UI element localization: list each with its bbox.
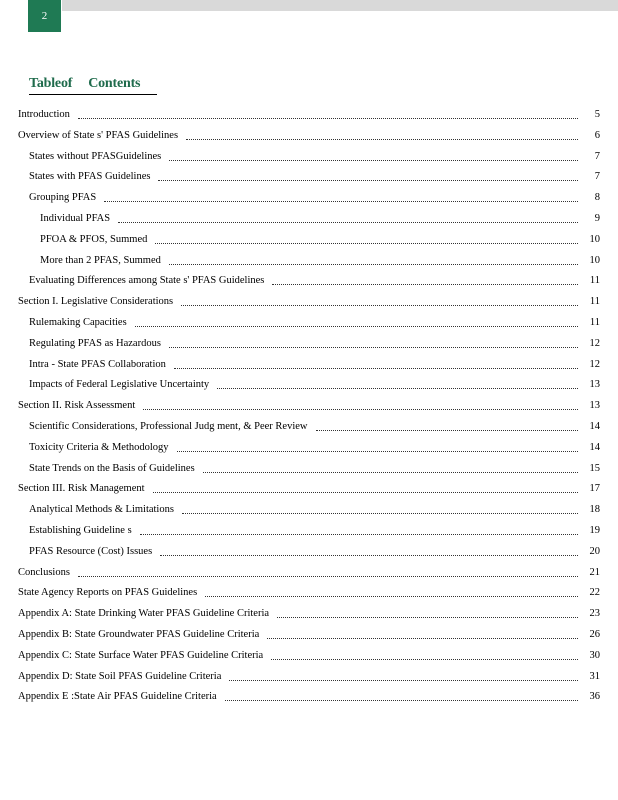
toc-entry[interactable] — [18, 314, 600, 335]
toc-entry[interactable] — [18, 668, 600, 689]
toc-entry-label: State Trends on the Basis of Guidelines — [29, 462, 195, 474]
toc-dot-leader — [174, 368, 578, 369]
toc-entry-label: Evaluating Differences among State s' PFAS Guidelines — [29, 275, 265, 287]
toc-entry-label: Appendix A: State Drinking Water PFAS Guideline Criteria — [18, 608, 270, 620]
toc-entry[interactable] — [18, 480, 600, 501]
toc-entry-label: State Agency Reports on PFAS Guidelines — [18, 587, 198, 599]
toc-dot-leader — [169, 160, 578, 161]
toc-entry-page: 30 — [589, 649, 600, 661]
toc-dot-leader — [78, 118, 578, 119]
toc-entry-label: PFOA & PFOS, Summed — [40, 233, 148, 245]
toc-entry[interactable] — [18, 584, 600, 605]
toc-entry-label: Analytical Methods & Limitations — [29, 504, 174, 516]
toc-entry[interactable] — [18, 293, 600, 314]
toc-entry-page: 12 — [589, 358, 600, 370]
toc-dot-leader — [272, 284, 578, 285]
toc-entry[interactable] — [18, 127, 600, 148]
toc-dot-leader — [169, 347, 578, 348]
toc-entry[interactable] — [18, 272, 600, 293]
toc-entry-page: 13 — [589, 400, 600, 412]
toc-dot-leader — [158, 180, 578, 181]
toc-entry[interactable] — [18, 376, 600, 397]
toc-entry-label: Grouping PFAS — [29, 192, 97, 204]
toc-title-part2: Contents — [88, 76, 141, 91]
toc-entry-label: States without PFASGuidelines — [29, 150, 162, 162]
toc-dot-leader — [153, 492, 578, 493]
toc-entry-label: Appendix D: State Soil PFAS Guideline Criteria — [18, 670, 222, 682]
toc-entry-page: 14 — [589, 441, 600, 453]
toc-entry-label: Conclusions — [18, 566, 70, 578]
toc-dot-leader — [160, 555, 578, 556]
toc-entry-label: Appendix E :State Air PFAS Guideline Criteria — [18, 691, 217, 703]
toc-entry-page: 12 — [589, 337, 600, 349]
header-bar — [62, 0, 618, 11]
toc-dot-leader — [140, 534, 578, 535]
toc-entry[interactable] — [18, 460, 600, 481]
toc-dot-leader — [78, 576, 578, 577]
toc-entry-page: 5 — [594, 109, 600, 120]
toc-entry[interactable] — [18, 688, 600, 709]
toc-dot-leader — [181, 305, 578, 306]
toc-entry[interactable] — [18, 439, 600, 460]
toc-entry[interactable] — [18, 231, 600, 252]
toc-entry-label: Rulemaking Capacities — [29, 316, 127, 328]
toc-dot-leader — [271, 659, 578, 660]
toc-entry[interactable] — [18, 189, 600, 210]
toc-dot-leader — [104, 201, 578, 202]
toc-entry-label: Section III. Risk Management — [18, 483, 145, 495]
toc-dot-leader — [118, 222, 578, 223]
toc-dot-leader — [205, 596, 578, 597]
toc-entry[interactable] — [18, 397, 600, 418]
toc-dot-leader — [135, 326, 578, 327]
toc-dot-leader — [186, 139, 578, 140]
toc-entry[interactable] — [18, 626, 600, 647]
toc-dot-leader — [229, 680, 578, 681]
toc-entry-page: 14 — [589, 420, 600, 432]
toc-dot-leader — [217, 388, 578, 389]
toc-entry-label: Introduction — [18, 109, 70, 120]
toc-entry-label: More than 2 PFAS, Summed — [40, 254, 161, 266]
toc-entry[interactable] — [18, 252, 600, 273]
toc-entry[interactable] — [18, 106, 600, 127]
toc-entry-page: 11 — [589, 296, 600, 308]
toc-entry-page: 7 — [594, 150, 600, 162]
toc-entry-label: Scientific Considerations, Professional Judg ment, & Peer Review — [29, 420, 308, 432]
toc-entry[interactable] — [18, 605, 600, 626]
toc-entry-page: 31 — [589, 670, 600, 682]
toc-entry[interactable] — [18, 564, 600, 585]
toc-entry-label: States with PFAS Guidelines — [29, 171, 151, 183]
toc-entry-page: 13 — [589, 379, 600, 391]
toc-entry[interactable] — [18, 168, 600, 189]
toc-dot-leader — [177, 451, 578, 452]
toc-entry-page: 36 — [589, 691, 600, 703]
toc-entry-page: 26 — [589, 628, 600, 640]
toc-entry-page: 18 — [589, 504, 600, 516]
toc-dot-leader — [155, 243, 578, 244]
toc-entry[interactable] — [18, 543, 600, 564]
toc-entry-page: 10 — [589, 233, 600, 245]
toc-entry-page: 19 — [589, 524, 600, 536]
toc-entry[interactable] — [18, 210, 600, 231]
toc-entry-label: Intra - State PFAS Collaboration — [29, 358, 166, 370]
toc-entry-label: Section I. Legislative Considerations — [18, 296, 174, 308]
toc-entry-page: 11 — [589, 316, 600, 328]
toc-title-part1: Tableof — [29, 76, 73, 91]
toc-entry-page: 15 — [589, 462, 600, 474]
toc-entry-label: Establishing Guideline s — [29, 524, 132, 536]
toc-entry[interactable] — [18, 647, 600, 668]
toc-entry-label: Appendix B: State Groundwater PFAS Guideline Criteria — [18, 628, 260, 640]
toc-dot-leader — [143, 409, 578, 410]
toc-entry[interactable] — [18, 501, 600, 522]
toc-entry-page: 21 — [589, 566, 600, 578]
toc-entry-label: Impacts of Federal Legislative Uncertainty — [29, 379, 210, 391]
toc-entry-page: 17 — [589, 483, 600, 495]
toc-dot-leader — [277, 617, 578, 618]
toc-entry-page: 23 — [589, 608, 600, 620]
toc-dot-leader — [203, 472, 578, 473]
toc-entry-page: 8 — [594, 192, 600, 204]
toc-title — [29, 76, 157, 95]
toc-entry-page: 22 — [589, 587, 600, 599]
toc-dot-leader — [267, 638, 578, 639]
toc-entry-label: Overview of State s' PFAS Guidelines — [18, 129, 179, 141]
toc-entry-page: 9 — [594, 212, 600, 224]
toc-entry-page: 20 — [589, 545, 600, 557]
toc-entry-page: 11 — [589, 275, 600, 287]
page-number: 2 — [28, 0, 61, 32]
toc-entry[interactable] — [18, 418, 600, 439]
toc-entry[interactable] — [18, 522, 600, 543]
toc-dot-leader — [316, 430, 579, 431]
toc-entry-label: Appendix C: State Surface Water PFAS Guideline Criteria — [18, 649, 264, 661]
toc-entry-label: PFAS Resource (Cost) Issues — [29, 545, 153, 557]
toc-entry-label: Regulating PFAS as Hazardous — [29, 337, 161, 349]
toc-entry-page: 10 — [589, 254, 600, 266]
toc-dot-leader — [225, 700, 578, 701]
toc-entry-label: Individual PFAS — [40, 212, 111, 224]
toc-entry-page: 7 — [594, 171, 600, 183]
toc-entry-label: Toxicity Criteria & Methodology — [29, 441, 169, 453]
toc-list — [18, 106, 600, 709]
toc-entry[interactable] — [18, 335, 600, 356]
toc-entry[interactable] — [18, 148, 600, 169]
toc-entry-page: 6 — [594, 129, 600, 141]
toc-dot-leader — [169, 264, 578, 265]
toc-dot-leader — [182, 513, 578, 514]
toc-entry[interactable] — [18, 356, 600, 377]
toc-entry-label: Section II. Risk Assessment — [18, 400, 136, 412]
